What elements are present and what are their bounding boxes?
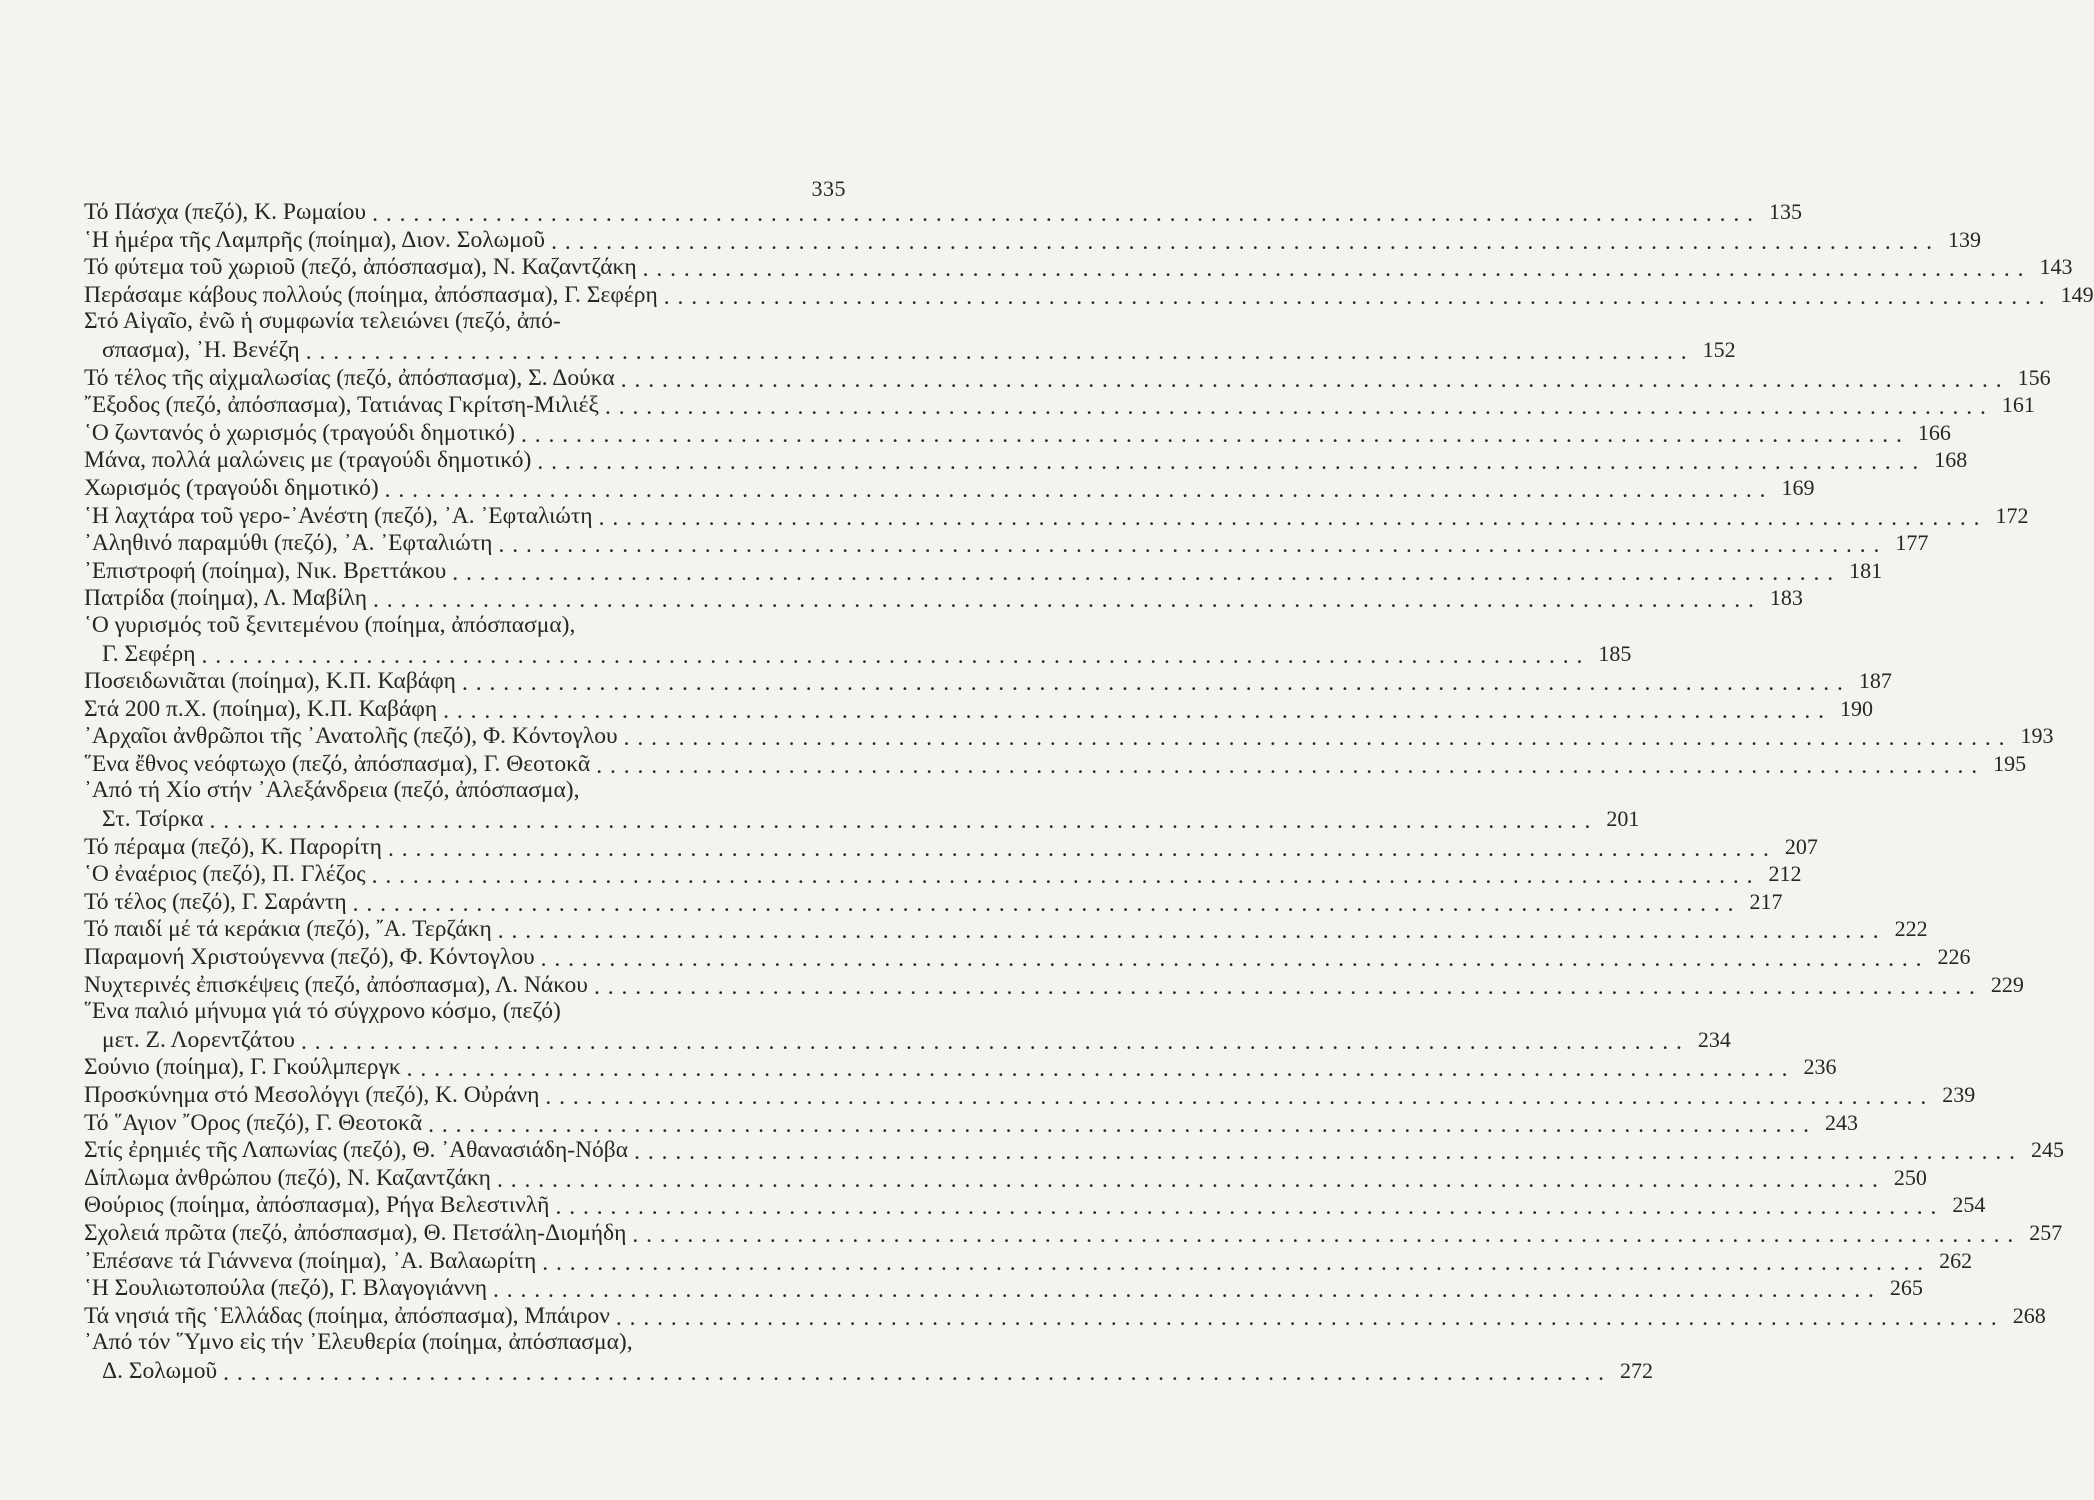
toc-entry-title: ῾Ο ἐναέριος (πεζό), Π. Γλέζος: [84, 861, 366, 888]
toc-entry-title: ῾Ο ζωντανός ὁ χωρισμός (τραγούδι δημοτικό): [84, 419, 515, 446]
dot-leader: [537, 449, 1919, 473]
toc-page-number: 226: [1937, 944, 1971, 970]
toc-entry: [84, 419, 1951, 447]
toc-entry-title: Τά νησιά τῆς ῾Ελλάδας (ποίημα, ἀπόσπασμα), Μπάιρον: [84, 1302, 610, 1329]
toc-entry-title: ᾿Από τόν ῞Υμνο εἰς τήν ᾿Ελευθερία (ποίημα, ἀπόσπασμα),: [84, 1329, 633, 1356]
toc-entry: [84, 888, 1783, 916]
toc-entry-title: Δίπλωμα ἀνθρώπου (πεζό), Ν. Καζαντζάκη: [84, 1164, 491, 1191]
dot-leader: [388, 836, 1770, 860]
toc-entry-title: ᾿Αληθινό παραμύθι (πεζό), ᾿Α. ᾿Εφταλιώτη: [84, 530, 493, 557]
toc-page-number: 166: [1917, 419, 1951, 445]
dot-leader: [372, 863, 1754, 887]
toc-entry-title: Στό Αἰγαῖο, ἐνῶ ἡ συμφωνία τελειώνει (πεζό, ἀπό-: [84, 308, 561, 335]
toc-entry-line: [84, 612, 854, 640]
dot-leader: [521, 422, 1903, 446]
dot-leader: [551, 229, 1933, 253]
toc-entry-title: ᾿Από τή Χίο στήν ᾿Αλεξάνδρεια (πεζό, ἀπόσπασμα),: [84, 777, 580, 804]
toc-entry-title: ῎Εξοδος (πεζό, ἀπόσπασμα), Τατιάνας Γκρίτση-Μιλιέξ: [84, 392, 599, 419]
toc-page-number: 172: [1995, 502, 2029, 528]
toc-entry-line: [84, 640, 1632, 668]
toc-entry-line: [84, 281, 2094, 309]
dot-leader: [202, 643, 1584, 667]
toc-page-number: 193: [2020, 723, 2054, 749]
toc-page-number: 234: [1697, 1026, 1731, 1052]
dot-leader: [542, 1250, 1924, 1274]
dot-leader: [545, 1084, 1927, 1108]
dot-leader: [616, 1305, 1998, 1329]
toc-entry: [84, 1191, 1986, 1219]
toc-entry-title: Στίς ἐρημιές τῆς Λαπωνίας (πεζό), Θ. ᾿Αθανασιάδη-Νόβα: [84, 1137, 629, 1164]
toc-entry-line: [84, 198, 1802, 226]
toc-entry-line: [84, 308, 854, 336]
dot-leader: [594, 974, 1976, 998]
toc-entry-title: Τό τέλος τῆς αἰχμαλωσίας (πεζό, ἀπόσπασμα), Σ. Δούκα: [84, 364, 615, 391]
toc-entry-line: [84, 805, 1640, 833]
toc-entry-line: [84, 1247, 1973, 1275]
toc-page-number: 272: [1620, 1357, 1654, 1383]
dot-leader: [555, 1194, 1937, 1218]
dot-leader: [541, 946, 1923, 970]
toc-entry-line: [84, 1164, 1927, 1192]
toc-entry-line: [84, 584, 1803, 612]
toc-entry-title: ῾Η ἡμέρα τῆς Λαμπρῆς (ποίημα), Διον. Σολωμοῦ: [84, 226, 546, 253]
toc-entry-line: [84, 557, 1883, 585]
dot-leader: [664, 284, 2046, 308]
toc-page-number: 195: [1993, 750, 2027, 776]
toc-entry-title: Παραμονή Χριστούγεννα (πεζό), Φ. Κόντογλου: [84, 944, 535, 971]
toc-page-number: 201: [1606, 806, 1640, 832]
dot-leader: [407, 1056, 1789, 1080]
dot-leader: [493, 1277, 1875, 1301]
toc-entry-title: Τό παιδί μέ τά κεράκια (πεζό), ῎Α. Τερζάκη: [84, 916, 492, 943]
toc-entry-line: [84, 1109, 1859, 1137]
toc-entry-title: Τό ῞Αγιον ῎Ορος (πεζό), Γ. Θεοτοκᾶ: [84, 1109, 423, 1136]
toc-page-number: 177: [1895, 530, 1929, 556]
toc-entry-title: Νυχτερινές ἐπισκέψεις (πεζό, ἀπόσπασμα), Λ. Νάκου: [84, 971, 588, 998]
dot-leader: [373, 587, 1755, 611]
toc-entry: [84, 1274, 1923, 1302]
toc-entry: [84, 667, 1892, 695]
dot-leader: [209, 808, 1591, 832]
dot-leader: [643, 256, 2025, 280]
dot-leader: [462, 670, 1844, 694]
toc-entry-line: [84, 833, 1818, 861]
toc-entry-line: [84, 474, 1815, 502]
toc-entry-title: Περάσαμε κάβους πολλούς (ποίημα, ἀπόσπασμα), Γ. Σεφέρη: [84, 281, 658, 308]
toc-entry: [84, 777, 1640, 833]
toc-entry: [84, 474, 1815, 502]
toc-page-number: 156: [2017, 364, 2051, 390]
toc-entry-line: [84, 888, 1783, 916]
toc-entry-title: Γ. Σεφέρη: [102, 640, 196, 667]
toc-entry-line: [84, 336, 1736, 364]
toc-entry-title: Πατρίδα (ποίημα), Λ. Μαβίλη: [84, 585, 368, 612]
dot-leader: [634, 1139, 2016, 1163]
toc-entry: [84, 1164, 1927, 1192]
toc-entry: [84, 446, 1968, 474]
toc-entry: [84, 253, 2073, 281]
dot-leader: [452, 560, 1834, 584]
toc-entry-title: σπασμα), ᾿Η. Βενέζη: [102, 336, 300, 363]
toc-entry-line: [84, 226, 1981, 254]
toc-entry-line: [84, 1191, 1986, 1219]
toc-entry: [84, 860, 1802, 888]
toc-page-number: 257: [2029, 1219, 2063, 1245]
toc-entry-title: ῾Ο γυρισμός τοῦ ξενιτεμένου (ποίημα, ἀπόσπασμα),: [84, 611, 576, 638]
dot-leader: [624, 725, 2006, 749]
toc-page-number: 268: [2012, 1302, 2046, 1328]
toc-entry-line: [84, 419, 1951, 447]
toc-entry: [84, 833, 1818, 861]
toc-entry: [84, 364, 2051, 392]
toc-page-number: 207: [1784, 833, 1818, 859]
toc-entry-line: [84, 364, 2051, 392]
toc-entry-line: [84, 750, 2027, 778]
toc-entry: [84, 1329, 1654, 1384]
toc-entry: [84, 971, 2024, 999]
dot-leader: [498, 532, 1880, 556]
toc-entry-title: ῞Ενα παλιό μήνυμα γιά τό σύγχρονο κόσμο, (πεζό): [84, 998, 561, 1025]
toc-entry-line: [84, 1081, 1976, 1109]
toc-entry-title: Στ. Τσίρκα: [102, 806, 204, 833]
toc-entry: [84, 391, 2035, 419]
toc-page-number: 239: [1942, 1082, 1976, 1107]
dot-leader: [599, 505, 1981, 529]
toc-entry-title: Προσκύνημα στό Μεσολόγγι (πεζό), Κ. Οὐράνη: [84, 1082, 540, 1108]
dot-leader: [385, 477, 1767, 501]
toc-entry-line: [84, 391, 2035, 419]
toc-entry-title: μετ. Ζ. Λορεντζάτου: [102, 1026, 295, 1053]
toc-entry-title: Τό Πάσχα (πεζό), Κ. Ρωμαίου: [84, 199, 367, 225]
page-number: 335: [811, 176, 846, 201]
toc-entry-line: [84, 1302, 2046, 1330]
toc-entry-title: ῞Ενα ἔθνος νεόφτωχο (πεζό, ἀπόσπασμα), Γ. Θεοτοκᾶ: [84, 750, 591, 777]
toc-entry-line: [84, 998, 854, 1026]
toc-entry: [84, 998, 1731, 1053]
toc-entry: [84, 915, 1928, 943]
toc-entry-line: [84, 695, 1873, 723]
toc-page-number: 250: [1893, 1164, 1927, 1190]
table-of-contents: [84, 198, 2094, 1385]
dot-leader: [301, 1029, 1683, 1053]
toc-entry: [84, 1302, 2046, 1330]
toc-page-number: 217: [1749, 888, 1783, 914]
toc-page-number: 143: [2039, 254, 2073, 280]
toc-entry-line: [84, 529, 1929, 557]
toc-entry-line: [84, 1053, 1837, 1081]
toc-page-number: 181: [1849, 557, 1883, 583]
toc-page-number: 183: [1769, 585, 1803, 611]
toc-entry-line: [84, 943, 1971, 971]
toc-page-number: 187: [1858, 668, 1892, 694]
toc-entry-title: Τό τέλος (πεζό), Γ. Σαράντη: [84, 888, 347, 915]
toc-page-number: 135: [1768, 199, 1802, 224]
dot-leader: [223, 1360, 1605, 1384]
toc-entry-title: Χωρισμός (τραγούδι δημοτικό): [84, 474, 379, 501]
toc-entry-title: Μάνα, πολλά μαλώνεις με (τραγούδι δημοτικό): [84, 447, 532, 474]
toc-entry: [84, 750, 2027, 778]
dot-leader: [428, 1112, 1810, 1136]
toc-page-number: 152: [1702, 336, 1736, 362]
toc-entry: [84, 502, 2029, 530]
toc-page-number: 243: [1825, 1109, 1859, 1135]
toc-page-number: 229: [1990, 971, 2024, 997]
toc-entry-title: Σχολειά πρῶτα (πεζό, ἀπόσπασμα), Θ. Πετσάλη-Διομήδη: [84, 1219, 627, 1246]
toc-page-number: 149: [2060, 281, 2094, 307]
toc-entry-line: [84, 915, 1928, 943]
toc-page-number: 161: [2001, 392, 2035, 418]
toc-entry-title: ᾿Επιστροφή (ποίημα), Νικ. Βρεττάκου: [84, 557, 447, 584]
toc-entry-title: Τό φύτεμα τοῦ χωριοῦ (πεζό, ἀπόσπασμα), Ν. Καζαντζάκη: [84, 254, 637, 281]
toc-entry: [84, 1219, 2063, 1247]
dot-leader: [353, 891, 1735, 915]
toc-entry-line: [84, 722, 2054, 750]
toc-entry: [84, 584, 1803, 612]
toc-entry: [84, 557, 1883, 585]
toc-entry-line: [84, 1357, 1654, 1385]
toc-entry: [84, 1081, 1976, 1109]
dot-leader: [596, 753, 1978, 777]
dot-leader: [372, 201, 1754, 225]
toc-entry: [84, 308, 1736, 363]
dot-leader: [497, 1167, 1879, 1191]
toc-entry: [84, 529, 1929, 557]
toc-entry: [84, 1136, 2064, 1164]
toc-entry-line: [84, 1274, 1923, 1302]
toc-page-number: 169: [1781, 474, 1815, 500]
toc-entry: [84, 722, 2054, 750]
toc-page-number: 212: [1768, 861, 1802, 887]
dot-leader: [443, 698, 1825, 722]
toc-page-number: 139: [1947, 226, 1981, 252]
toc-entry-line: [84, 1219, 2063, 1247]
toc-entry-title: Θούριος (ποίημα, ἀπόσπασμα), Ρήγα Βελεστινλῆ: [84, 1192, 550, 1219]
toc-entry: [84, 695, 1873, 723]
toc-entry-title: ῾Η Σουλιωτοπούλα (πεζό), Γ. Βλαγογιάννη: [84, 1275, 488, 1302]
dot-leader: [306, 339, 1688, 363]
toc-page-number: 254: [1952, 1192, 1986, 1218]
dot-leader: [498, 918, 1880, 942]
toc-entry-title: Σούνιο (ποίημα), Γ. Γκούλμπεργκ: [84, 1054, 401, 1081]
toc-entry-title: Στά 200 π.Χ. (ποίημα), Κ.Π. Καβάφη: [84, 695, 438, 722]
toc-entry-line: [84, 971, 2024, 999]
toc-entry-title: Ποσειδωνιᾶται (ποίημα), Κ.Π. Καβάφη: [84, 668, 456, 695]
toc-page-number: 185: [1598, 640, 1632, 666]
toc-entry-title: ᾿Αρχαῖοι ἀνθρῶποι τῆς ᾿Ανατολῆς (πεζό), Φ. Κόντογλου: [84, 723, 618, 750]
toc-entry-line: [84, 667, 1892, 695]
dot-leader: [621, 367, 2003, 391]
toc-entry-line: [84, 1136, 2064, 1164]
toc-page-number: 265: [1889, 1275, 1923, 1301]
toc-entry-title: ῾Η λαχτάρα τοῦ γερο-᾿Ανέστη (πεζό), ᾿Α. ᾿Εφταλιώτη: [84, 502, 593, 529]
toc-entry-line: [84, 446, 1968, 474]
toc-entry-line: [84, 502, 2029, 530]
toc-page-number: 236: [1803, 1054, 1837, 1080]
dot-leader: [605, 394, 1987, 418]
toc-entry-line: [84, 1329, 854, 1357]
dot-leader: [632, 1222, 2014, 1246]
toc-entry: [84, 611, 1632, 667]
toc-entry-line: [84, 1026, 1731, 1054]
toc-entry-line: [84, 860, 1802, 888]
toc-entry: [84, 943, 1971, 971]
toc-page-number: 222: [1894, 916, 1928, 942]
toc-entry: [84, 198, 1802, 226]
toc-page-number: 262: [1939, 1247, 1973, 1273]
toc-entry-title: ᾿Επέσανε τά Γιάννενα (ποίημα), ᾿Α. Βαλαωρίτη: [84, 1247, 537, 1274]
toc-page-number: 190: [1839, 695, 1873, 721]
toc-entry: [84, 226, 1981, 254]
toc-entry-line: [84, 777, 854, 805]
toc-page-number: 168: [1934, 447, 1968, 473]
toc-entry: [84, 1053, 1837, 1081]
toc-entry-title: Τό πέραμα (πεζό), Κ. Παρορίτη: [84, 833, 382, 860]
toc-entry-title: Δ. Σολωμοῦ: [102, 1357, 218, 1384]
toc-page-number: 245: [2030, 1137, 2064, 1163]
toc-entry: [84, 1247, 1973, 1275]
toc-entry-line: [84, 253, 2073, 281]
toc-entry: [84, 281, 2094, 309]
toc-entry: [84, 1109, 1859, 1137]
